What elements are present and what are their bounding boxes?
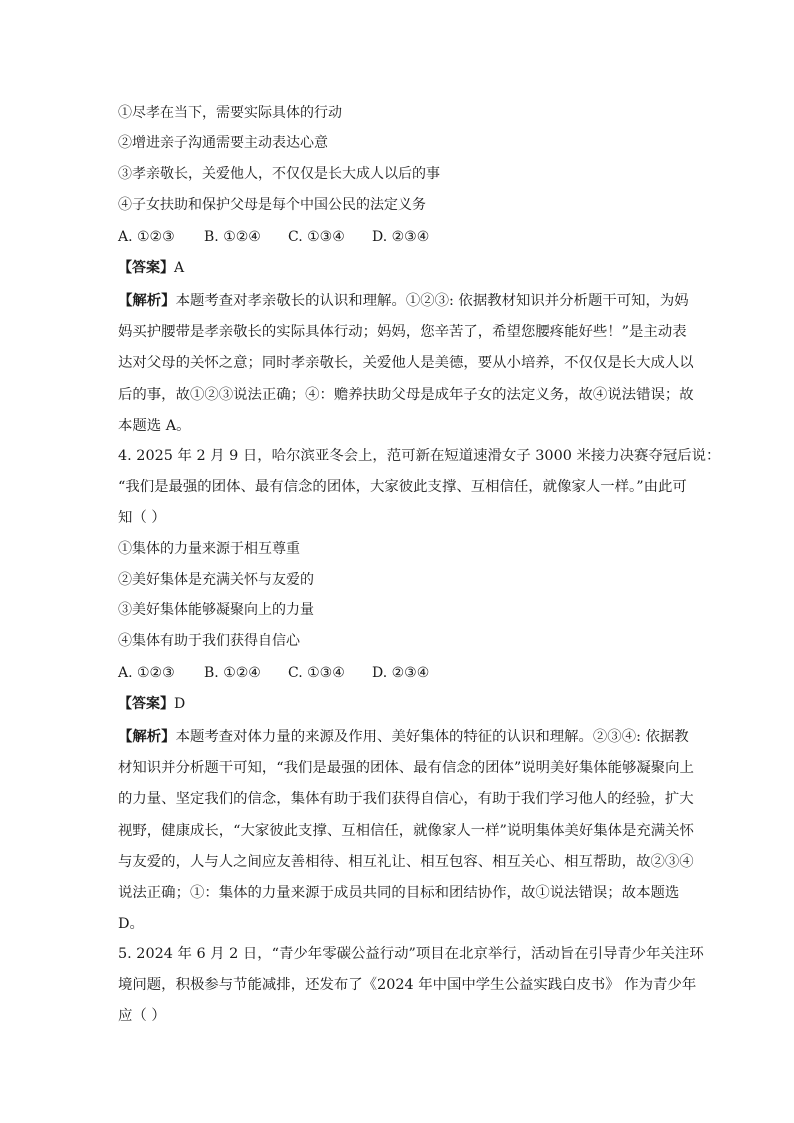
q4-stem-line: 4. 2025 年 2 月 9 日，哈尔滨亚冬会上，范可新在短道速滑女子 3000 米接力决赛夺冠后说： (118, 448, 721, 464)
q4-stem-line: “我们是最强的团体、最有信念的团体，大家彼此支撑、互相信任，就像家人一样。”由此可 (118, 479, 687, 496)
q4-analysis-line: 与友爱的，人与人之间应友善相待、相互礼让、相互包容、相互关心、相互帮助，故②③④ (118, 853, 694, 870)
q5-stem-line: 应（ ） (118, 1008, 166, 1025)
q5-stem-line: 境问题，积极参与节能减排，还发布了《2024 年中国中学生公益实践白皮书》 作为青少年 (118, 977, 697, 994)
q4-answer (118, 694, 185, 714)
q4-analysis-line: D。 (118, 916, 144, 933)
q3-option-1: ①尽孝在当下，需要实际具体的行动 (118, 105, 342, 121)
q4-analysis-line: 视野，健康成长，“大家彼此支撑、互相信任，就像家人一样”说明集体美好集体是充满关怀 (118, 822, 694, 839)
q4-choice-d: D. ②③④ (372, 665, 430, 681)
q4-option-2: ②美好集体是充满关怀与友爱的 (118, 572, 314, 588)
q3-option-3: ③孝亲敬长，关爱他人，不仅仅是长大成人以后的事 (118, 166, 440, 182)
q4-option-4: ④集体有助于我们获得自信心 (118, 633, 300, 649)
q3-analysis-line: 达对父母的关怀之意；同时孝亲敬长，关爱他人是美德，要从小培养，不仅仅是长大成人以 (118, 355, 694, 372)
q3-analysis-line: 本题选 A。 (118, 417, 191, 434)
q5-stem (118, 939, 704, 1033)
q4-option-1: ①集体的力量来源于相互尊重 (118, 541, 300, 557)
q4-option-3: ③美好集体能够凝聚向上的力量 (118, 602, 314, 618)
q3-choice-b: B. ①②④ (204, 229, 261, 245)
q4-answer-value: D (174, 696, 186, 712)
q3-analysis (118, 285, 694, 442)
q4-analysis-line: 说法正确；①：集体的力量来源于成员共同的目标和团结协作，故①说法错误；故本题选 (118, 885, 680, 902)
q4-answer-tag: 【答案】 (118, 696, 174, 712)
q3-answer-value: A (174, 260, 185, 276)
q3-analysis-line: 后的事，故①②③说法正确；④：赡养扶助父母是成年子女的法定义务，故④说法错误；故 (118, 386, 694, 403)
q3-answer-tag: 【答案】 (118, 260, 174, 276)
q3-choice-c: C. ①③④ (288, 229, 345, 245)
q4-choices (118, 663, 429, 683)
q3-option-4: ④子女扶助和保护父母是每个中国公民的法定义务 (118, 197, 426, 213)
q4-stem (118, 441, 721, 535)
q4-analysis-line: 本题考查对体力量的来源及作用、美好集体的特征的认识和理解。②③④: 依据教 (175, 729, 689, 745)
q3-option-2: ②增进亲子沟通需要主动表达心意 (118, 135, 328, 151)
q3-choice-a: A. ①②③ (118, 229, 175, 245)
q3-analysis-line: 妈买护腰带是孝亲敬长的实际具体行动；妈妈，您辛苦了，希望您腰疼能好些！”是主动表 (118, 324, 687, 341)
q3-analysis-tag: 【解析】 (118, 292, 176, 309)
q4-choice-c: C. ①③④ (288, 665, 345, 681)
q3-analysis-line: 本题考查对孝亲敬长的认识和理解。①②③: 依据教材知识并分析题干可知，为妈 (175, 293, 689, 309)
q4-analysis-line: 材知识并分析题干可知，“我们是最强的团体、最有信念的团体”说明美好集体能够凝聚向上 (118, 760, 694, 777)
q4-analysis-tag: 【解析】 (118, 728, 176, 745)
q3-answer (118, 258, 184, 278)
q5-stem-line: 5. 2024 年 6 月 2 日，“青少年零碳公益行动”项目在北京举行，活动旨在引导青少年关注环 (118, 946, 704, 962)
q4-choice-b: B. ①②④ (204, 665, 261, 681)
q4-stem-line: 知（ ） (118, 510, 166, 527)
q4-choice-a: A. ①②③ (118, 665, 175, 681)
q4-analysis-line: 的力量、坚定我们的信念，集体有助于我们获得自信心，有助于我们学习他人的经验，扩大 (118, 791, 694, 808)
q3-choice-d: D. ②③④ (372, 229, 430, 245)
q4-analysis (118, 721, 694, 940)
q3-choices (118, 227, 429, 247)
